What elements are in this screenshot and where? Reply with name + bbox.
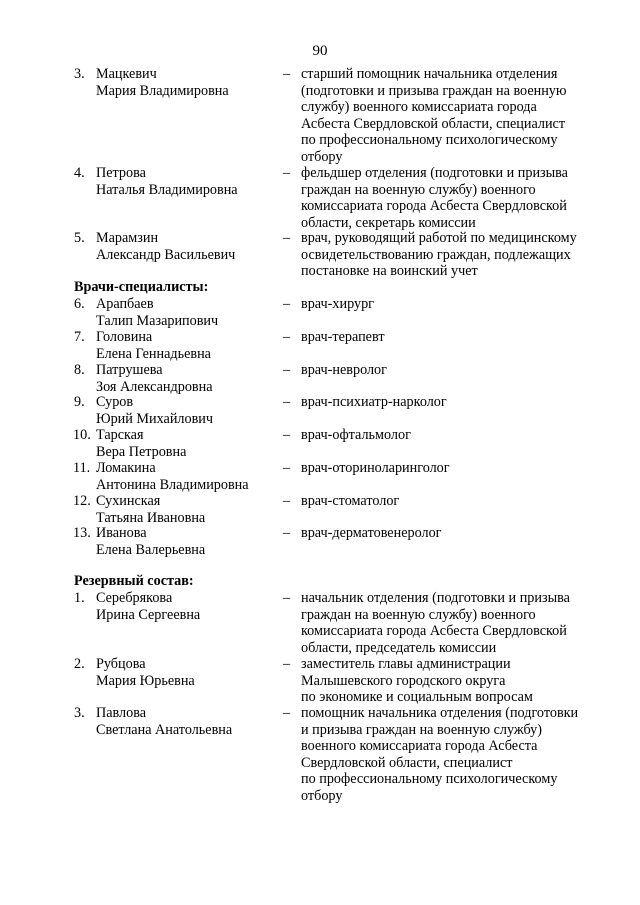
item-number: 8.	[74, 362, 85, 378]
reserve-heading: Резервный состав:	[74, 573, 194, 589]
dash: –	[283, 705, 291, 721]
dash: –	[283, 230, 291, 246]
position-description: врач-оториноларинголог	[301, 460, 450, 476]
dash: –	[283, 296, 291, 312]
position-description: врач-невролог	[301, 362, 387, 378]
given-names: Мария Юрьевна	[96, 672, 195, 689]
surname: Иванова	[96, 525, 147, 541]
position-description: помощник начальника отделения (подготовки и призыва граждан на военную службу) военного комиссариата города Асбеста Свердловской области, специалист по профессиональному психологическому отбору	[301, 705, 579, 804]
dash: –	[283, 165, 291, 181]
surname: Ломакина	[96, 460, 156, 476]
item-number: 3.	[74, 705, 85, 721]
dash: –	[283, 460, 291, 476]
given-names: Мария Владимировна	[96, 82, 229, 99]
item-number: 4.	[74, 165, 85, 181]
position-description: врач-офтальмолог	[301, 427, 411, 443]
surname: Марамзин	[96, 230, 159, 246]
dash: –	[283, 656, 291, 672]
surname: Тарская	[96, 427, 144, 443]
dash: –	[283, 525, 291, 541]
given-names: Зоя Александровна	[96, 378, 213, 395]
item-number: 11.	[73, 460, 91, 476]
given-names: Талип Мазарипович	[96, 312, 219, 329]
given-names: Вера Петровна	[96, 443, 187, 460]
given-names: Наталья Владимировна	[96, 181, 238, 198]
dash: –	[283, 493, 291, 509]
given-names: Антонина Владимировна	[96, 476, 249, 493]
given-names: Светлана Анатольевна	[96, 721, 233, 738]
surname: Арапбаев	[96, 296, 154, 312]
surname: Мацкевич	[96, 66, 157, 82]
surname: Павлова	[96, 705, 147, 721]
dash: –	[283, 66, 291, 82]
position-description: старший помощник начальника отделения (подготовки и призыва граждан на военную службу) военного комиссариата города Асбеста Свердловской области, специалист по профессиональному психологическому отбору	[301, 66, 567, 165]
item-number: 7.	[74, 329, 85, 345]
dash: –	[283, 394, 291, 410]
dash: –	[283, 329, 291, 345]
position-description: врач, руководящий работой по медицинскому освидетельствованию граждан, подлежащих постановке на воинский учет	[301, 230, 577, 280]
item-number: 12.	[73, 493, 91, 509]
item-number: 2.	[74, 656, 85, 672]
item-number: 13.	[73, 525, 91, 541]
position-description: фельдшер отделения (подготовки и призыва граждан на военную службу) военного комиссариата города Асбеста Свердловской области, секретарь комиссии	[301, 165, 568, 231]
item-number: 1.	[74, 590, 85, 606]
given-names: Юрий Михайлович	[96, 410, 214, 427]
surname: Патрушева	[96, 362, 163, 378]
surname: Сухинская	[96, 493, 161, 509]
position-description: начальник отделения (подготовки и призыва граждан на военную службу) военного комиссариата города Асбеста Свердловской области, председатель комиссии	[301, 590, 570, 656]
dash: –	[283, 427, 291, 443]
position-description: врач-стоматолог	[301, 493, 400, 509]
item-number: 3.	[74, 66, 85, 82]
given-names: Ирина Сергеевна	[96, 606, 201, 623]
position-description: врач-психиатр-нарколог	[301, 394, 447, 410]
surname: Головина	[96, 329, 153, 345]
item-number: 6.	[74, 296, 85, 312]
item-number: 9.	[74, 394, 85, 410]
page-number: 90	[312, 43, 328, 59]
position-description: врач-дерматовенеролог	[301, 525, 442, 541]
given-names: Елена Геннадьевна	[96, 345, 211, 362]
specialists-heading: Врачи-специалисты:	[74, 279, 209, 295]
dash: –	[283, 590, 291, 606]
position-description: врач-терапевт	[301, 329, 385, 345]
given-names: Елена Валерьевна	[96, 541, 206, 558]
surname: Серебрякова	[96, 590, 173, 606]
surname: Суров	[96, 394, 134, 410]
surname: Рубцова	[96, 656, 146, 672]
position-description: заместитель главы администрации Малышевского городского округа по экономике и социальным вопросам	[301, 656, 533, 706]
item-number: 10.	[73, 427, 91, 443]
position-description: врач-хирург	[301, 296, 374, 312]
dash: –	[283, 362, 291, 378]
given-names: Александр Васильевич	[96, 246, 236, 263]
given-names: Татьяна Ивановна	[96, 509, 206, 526]
surname: Петрова	[96, 165, 146, 181]
item-number: 5.	[74, 230, 85, 246]
